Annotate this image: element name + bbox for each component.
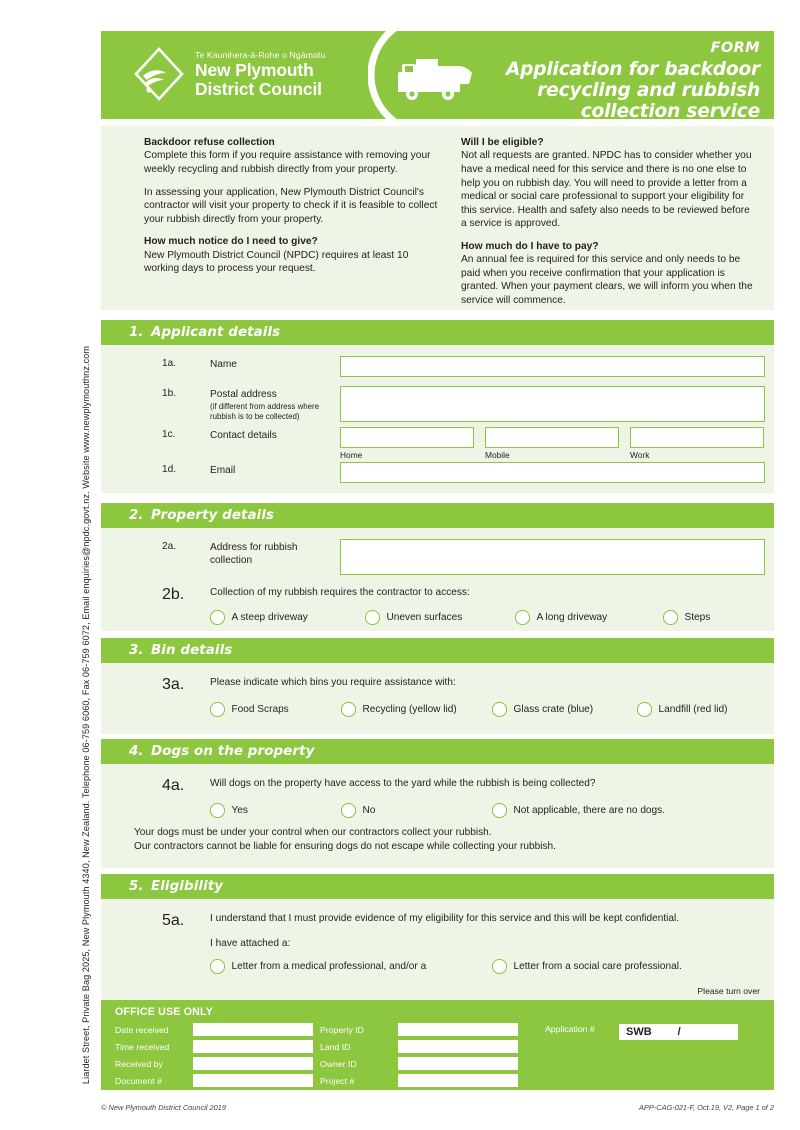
office-label-owner-id: Owner ID xyxy=(320,1058,357,1069)
radio-social-care-letter-icon[interactable] xyxy=(492,959,507,974)
application-number-prefix: SWB xyxy=(626,1026,652,1038)
work-phone-input[interactable] xyxy=(630,427,764,448)
office-input-received-by[interactable] xyxy=(193,1057,313,1070)
office-use-column-1 xyxy=(115,1023,320,1087)
footer-copyright: © New Plymouth District Council 2019 xyxy=(101,1103,226,1112)
radio-uneven-surfaces-icon[interactable] xyxy=(365,610,380,625)
field-label-collection-address-line1: Address for rubbish xyxy=(210,542,298,553)
section-3-title: Bin details xyxy=(151,643,233,658)
office-use-column-2 xyxy=(320,1023,545,1087)
radio-dogs-yes-icon[interactable] xyxy=(210,803,225,818)
option-food-scraps[interactable] xyxy=(210,702,341,717)
work-phone-label: Work xyxy=(630,450,650,461)
mobile-phone-input[interactable] xyxy=(485,427,619,448)
field-row-bin-options xyxy=(101,676,774,717)
field-label-postal-address-main: Postal address xyxy=(210,389,277,400)
radio-recycling-icon[interactable] xyxy=(341,702,356,717)
intro-heading-eligible: Will I be eligible? xyxy=(461,137,544,148)
bins-question-text: Please indicate which bins you require assistance with: xyxy=(210,677,456,688)
section-4-number: 4. xyxy=(129,744,144,759)
intro-paragraph-assessing: In assessing your application, New Plymouth District Council's contractor will visit your property to check if it is feasible to collect your rubbish directly from your property. xyxy=(144,186,438,225)
option-label-long-driveway: A long driveway xyxy=(536,611,608,623)
form-word-label: FORM xyxy=(710,40,760,56)
intro-heading-pay: How much do I have to pay? xyxy=(461,240,599,252)
radio-long-driveway-icon[interactable] xyxy=(515,610,530,625)
section-4-title: Dogs on the property xyxy=(151,744,315,759)
office-field-project-number xyxy=(320,1074,545,1087)
field-label-postal-address xyxy=(210,386,340,422)
access-question-text: Collection of my rubbish requires the contractor to access: xyxy=(210,587,470,598)
page-title xyxy=(398,39,760,119)
dogs-options-group xyxy=(162,803,774,818)
option-steep-driveway[interactable] xyxy=(210,610,365,625)
field-row-email xyxy=(101,462,774,483)
section-1-title: Applicant details xyxy=(151,325,281,340)
council-logo xyxy=(132,45,325,103)
office-label-time-received: Time received xyxy=(115,1041,170,1052)
field-number-1b: 1b. xyxy=(162,388,177,399)
field-number-3a: 3a. xyxy=(162,676,185,693)
option-dogs-not-applicable[interactable] xyxy=(492,803,665,818)
section-4-header xyxy=(101,739,774,764)
form-title-line-2: recycling and rubbish xyxy=(537,79,760,101)
name-input[interactable] xyxy=(340,356,765,377)
section-eligibility xyxy=(101,874,774,1002)
office-field-land-id xyxy=(320,1040,545,1053)
npdc-logo-icon xyxy=(132,45,186,103)
application-number-separator: / xyxy=(677,1026,681,1038)
council-name-line1: New Plymouth xyxy=(195,59,314,80)
option-label-food-scraps: Food Scraps xyxy=(231,703,289,715)
dogs-question-text: Will dogs on the property have access to the yard while the rubbish is being collected? xyxy=(210,778,596,789)
contact-field-work xyxy=(630,427,764,460)
field-number-1a: 1a. xyxy=(162,358,177,369)
office-field-received-by xyxy=(115,1057,320,1070)
collection-address-input[interactable] xyxy=(340,539,765,575)
sidebar-address-strip xyxy=(74,330,98,1100)
radio-landfill-icon[interactable] xyxy=(637,702,652,717)
form-title-line-1: Application for backdoor xyxy=(505,58,760,80)
option-label-landfill: Landfill (red lid) xyxy=(658,703,728,715)
intro-column-right xyxy=(461,136,758,306)
field-label-name: Name xyxy=(210,359,237,370)
option-recycling-yellow-lid[interactable] xyxy=(341,702,492,717)
office-use-only-panel xyxy=(101,1000,774,1090)
office-input-time-received[interactable] xyxy=(193,1040,313,1053)
office-label-date-received: Date received xyxy=(115,1024,169,1035)
section-5-header xyxy=(101,874,774,899)
council-logo-wordmark xyxy=(195,50,325,98)
field-row-name xyxy=(101,356,774,377)
section-applicant-details xyxy=(101,320,774,493)
contact-field-mobile xyxy=(485,427,619,460)
section-5-title: Eligibility xyxy=(151,879,224,894)
access-question-row xyxy=(162,586,774,604)
intro-column-left xyxy=(144,136,441,302)
section-property-details xyxy=(101,503,774,631)
option-label-dogs-no: No xyxy=(362,804,376,816)
section-5-body xyxy=(101,899,774,1002)
section-dogs-on-property xyxy=(101,739,774,868)
section-5-number: 5. xyxy=(129,879,144,894)
intro-heading-notice: How much notice do I need to give? xyxy=(144,236,318,248)
radio-dogs-not-applicable-icon[interactable] xyxy=(492,803,507,818)
option-label-dogs-not-applicable: Not applicable, there are no dogs. xyxy=(513,804,666,816)
office-label-property-id: Property ID xyxy=(320,1024,364,1035)
bins-question-row xyxy=(162,676,774,694)
option-long-driveway[interactable] xyxy=(515,610,663,625)
field-number-2a: 2a. xyxy=(162,541,177,552)
radio-glass-crate-icon[interactable] xyxy=(492,702,507,717)
bins-options-group xyxy=(162,702,774,717)
office-label-document-number: Document # xyxy=(115,1075,162,1086)
intro-panel xyxy=(101,126,774,310)
field-number-1d: 1d. xyxy=(162,464,177,476)
please-turn-over-note: Please turn over xyxy=(697,986,760,996)
field-row-access-options xyxy=(101,586,774,625)
option-label-steep-driveway: A steep driveway xyxy=(231,611,308,623)
office-label-received-by: Received by xyxy=(115,1058,163,1069)
office-field-owner-id xyxy=(320,1057,545,1070)
section-2-body xyxy=(101,528,774,631)
eligibility-statement-line2: I have attached a: xyxy=(210,938,291,949)
option-medical-letter[interactable] xyxy=(210,959,492,974)
section-2-number: 2. xyxy=(129,508,144,523)
dogs-note-2: Our contractors cannot be liable for ensuring dogs do not escape while collecting your rubbish. xyxy=(134,840,556,852)
office-input-date-received[interactable] xyxy=(193,1023,313,1036)
intro-paragraph-pay: An annual fee is required for this service and only needs to be paid when you receive confirmation that your application is granted. When your payment clears, we will inform you when the service will commence. xyxy=(461,254,753,306)
section-1-number: 1. xyxy=(129,325,144,340)
radio-food-scraps-icon[interactable] xyxy=(210,702,225,717)
page-header xyxy=(101,31,774,119)
section-2-title: Property details xyxy=(151,508,275,523)
form-title-line-3: collection service xyxy=(580,100,760,119)
office-use-grid xyxy=(115,1023,760,1087)
postal-address-input[interactable] xyxy=(340,386,765,422)
office-input-owner-id[interactable] xyxy=(398,1057,518,1070)
office-field-date-received xyxy=(115,1023,320,1036)
section-1-body xyxy=(101,345,774,493)
mobile-phone-label: Mobile xyxy=(485,450,510,461)
field-number-5a: 5a. xyxy=(162,912,185,929)
field-row-collection-address xyxy=(101,539,774,575)
office-input-property-id[interactable] xyxy=(398,1023,518,1036)
office-field-time-received xyxy=(115,1040,320,1053)
option-steps[interactable] xyxy=(663,610,710,625)
page-footer xyxy=(101,1103,774,1112)
field-label-collection-address-line2: collection xyxy=(210,555,253,567)
dogs-question-row xyxy=(162,777,774,795)
option-label-uneven-surfaces: Uneven surfaces xyxy=(386,611,463,623)
field-number-2b: 2b. xyxy=(162,586,185,603)
section-2-header xyxy=(101,503,774,528)
office-label-land-id: Land ID xyxy=(320,1041,351,1052)
intro-paragraph-complete-form: Complete this form if you require assistance with removing your weekly recycling and rubbish directly from your property. xyxy=(144,150,431,176)
option-social-care-letter[interactable] xyxy=(492,959,682,974)
section-3-body xyxy=(101,663,774,734)
field-row-contact-details xyxy=(101,427,774,460)
field-label-postal-address-sub: (if different from address where rubbish is to be collected) xyxy=(210,402,320,422)
option-label-medical-letter: Letter from a medical professional, and/or a xyxy=(231,961,427,973)
option-label-dogs-yes: Yes xyxy=(231,804,248,816)
office-label-project-number: Project # xyxy=(320,1075,355,1086)
option-label-steps: Steps xyxy=(684,611,711,623)
option-glass-crate-blue[interactable] xyxy=(492,702,637,717)
field-label-collection-address xyxy=(210,539,340,567)
section-bin-details xyxy=(101,638,774,734)
field-label-email: Email xyxy=(210,465,236,477)
office-input-project-number[interactable] xyxy=(398,1074,518,1087)
office-input-document-number[interactable] xyxy=(193,1074,313,1087)
field-label-contact-details: Contact details xyxy=(210,430,277,442)
option-landfill-red-lid[interactable] xyxy=(637,702,728,717)
council-name-line2: District Council xyxy=(195,78,322,99)
radio-steps-icon[interactable] xyxy=(663,610,678,625)
radio-medical-letter-icon[interactable] xyxy=(210,959,225,974)
email-input[interactable] xyxy=(340,462,765,483)
option-dogs-no[interactable] xyxy=(341,803,492,818)
section-1-header xyxy=(101,320,774,345)
field-number-1c: 1c. xyxy=(162,429,176,441)
eligibility-options-group xyxy=(162,959,774,974)
office-use-title: OFFICE USE ONLY xyxy=(115,1006,213,1018)
office-field-document-number xyxy=(115,1074,320,1087)
intro-paragraph-notice: New Plymouth District Council (NPDC) requires at least 10 working days to process your request. xyxy=(144,249,409,275)
option-label-social-care-letter: Letter from a social care professional. xyxy=(513,961,682,973)
council-maori-name: Te Kaunihera-ā-Rohe o Ngāmotu xyxy=(195,49,326,60)
office-input-land-id[interactable] xyxy=(398,1040,518,1053)
option-label-glass-crate: Glass crate (blue) xyxy=(513,703,594,715)
field-row-dogs xyxy=(101,777,774,854)
option-label-recycling: Recycling (yellow lid) xyxy=(362,703,457,715)
office-input-application-number[interactable] xyxy=(619,1024,738,1040)
contact-fields-group xyxy=(340,427,764,460)
dogs-note-1: Your dogs must be under your control when our contractors collect your rubbish. xyxy=(134,826,492,838)
office-field-property-id xyxy=(320,1023,545,1036)
section-3-number: 3. xyxy=(129,643,144,658)
footer-document-code: APP-CAG-021-F, Oct.19, V2, Page 1 of 2 xyxy=(638,1103,774,1112)
intro-heading-backdoor-refuse: Backdoor refuse collection xyxy=(144,137,275,148)
option-dogs-yes[interactable] xyxy=(210,803,341,818)
section-3-header xyxy=(101,638,774,663)
sidebar-address-text: Liardet Street, Private Bag 2025, New Plymouth 4340, New Zealand. Telephone 06-759 6060, Fax 06-759 6072, Email enquiries@npdc.govt.nz. Website www.newplymouthnz.com xyxy=(81,345,91,1085)
radio-dogs-no-icon[interactable] xyxy=(341,803,356,818)
access-options-group xyxy=(162,610,774,625)
eligibility-statement-row xyxy=(162,912,774,930)
office-field-application-number xyxy=(545,1023,738,1087)
contact-field-home xyxy=(340,427,474,460)
home-phone-input[interactable] xyxy=(340,427,474,448)
field-row-eligibility xyxy=(101,912,774,974)
field-row-postal-address xyxy=(101,386,774,422)
section-4-body xyxy=(101,764,774,868)
office-label-application-number: Application # xyxy=(545,1024,595,1034)
field-number-4a: 4a. xyxy=(162,777,185,794)
option-uneven-surfaces[interactable] xyxy=(365,610,515,625)
eligibility-statement-line1: I understand that I must provide evidence of my eligibility for this service and this will be kept confidential. xyxy=(210,913,680,924)
intro-paragraph-eligible: Not all requests are granted. NPDC has to consider whether you have a medical need for this service and there is no one else to help you on rubbish day. You will need to provide a letter from a medical or social care professional to support your eligibility for this service. Health and safety also needs to be reviewed before a service is approved. xyxy=(461,150,752,230)
radio-steep-driveway-icon[interactable] xyxy=(210,610,225,625)
home-phone-label: Home xyxy=(340,450,363,461)
